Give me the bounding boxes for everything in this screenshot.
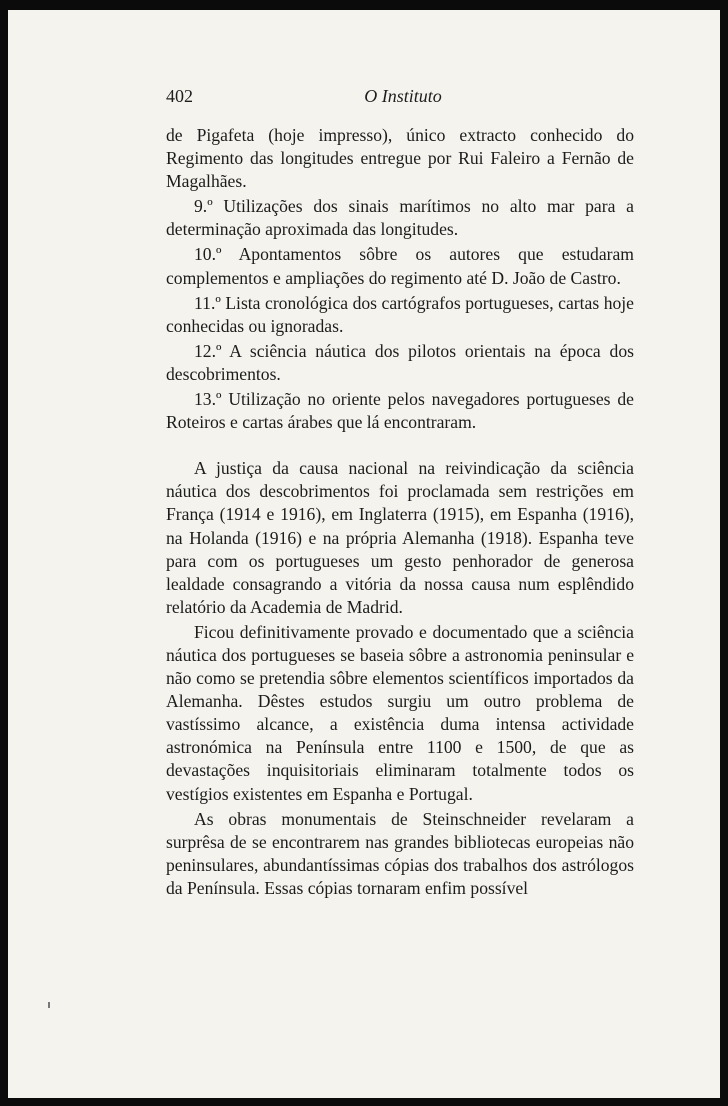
paragraph-nautical-science: Ficou definitivamente provado e documentado que a sciência náutica dos portugueses se baseia sôbre a astronomia peninsular e não como se pretendia sôbre elementos scientíficos importados da Alemanha. Dêstes estudos surgiu um outro problema de vastíssimo alcance, a existência duma intensa actividade astronómica na Península entre 1100 e 1500, de que as devastações inquisitoriais eliminaram totalmente todos os vestígios existentes em Espanha e Portugal. <box>166 621 634 804</box>
page-header <box>166 86 640 110</box>
list-item-9: 9.º Utilizações dos sinais marítimos no alto mar para a determinação aproximada das longitudes. <box>166 196 634 240</box>
running-title: O Instituto <box>364 86 442 106</box>
page-number: 402 <box>166 86 193 106</box>
list-item-13: 13.º Utilização no oriente pelos navegadores portugueses de Roteiros e cartas árabes que lá encontraram. <box>166 389 634 433</box>
list-item-10: 10.º Apontamentos sôbre os autores que estudaram complementos e ampliações do regimento até D. João de Castro. <box>166 244 634 288</box>
book-page <box>8 10 720 1098</box>
paragraph-continuation: de Pigafeta (hoje impresso), único extracto conhecido do Regimento das longitudes entregue por Rui Faleiro a Fernão de Magalhães. <box>166 125 634 192</box>
list-item-12: 12.º A sciência náutica dos pilotos orientais na época dos descobrimentos. <box>166 340 634 384</box>
body-text <box>166 124 634 900</box>
margin-mark <box>48 1002 50 1008</box>
list-item-11: 11.º Lista cronológica dos cartógrafos portugueses, cartas hoje conhecidas ou ignoradas. <box>166 292 634 336</box>
paragraph-steinschneider: As obras monumentais de Steinschneider revelaram a surprêsa de se encontrarem nas grandes bibliotecas europeias não peninsulares, abundantíssimas cópias dos trabalhos dos astrólogos da Península. Essas cópias tornaram enfim possível <box>166 808 634 898</box>
paragraph-justice: A justiça da causa nacional na reivindicação da sciência náutica dos descobrimentos foi proclamada sem restrições em França (1914 e 1916), em Inglaterra (1915), em Espanha (1916), na Holanda (1916) e na própria Alemanha (1918). Espanha teve para com os portugueses um gesto penhorador de generosa lealdade consagrando a vitória da nossa causa num esplêndido relatório da Academia de Madrid. <box>166 458 634 617</box>
